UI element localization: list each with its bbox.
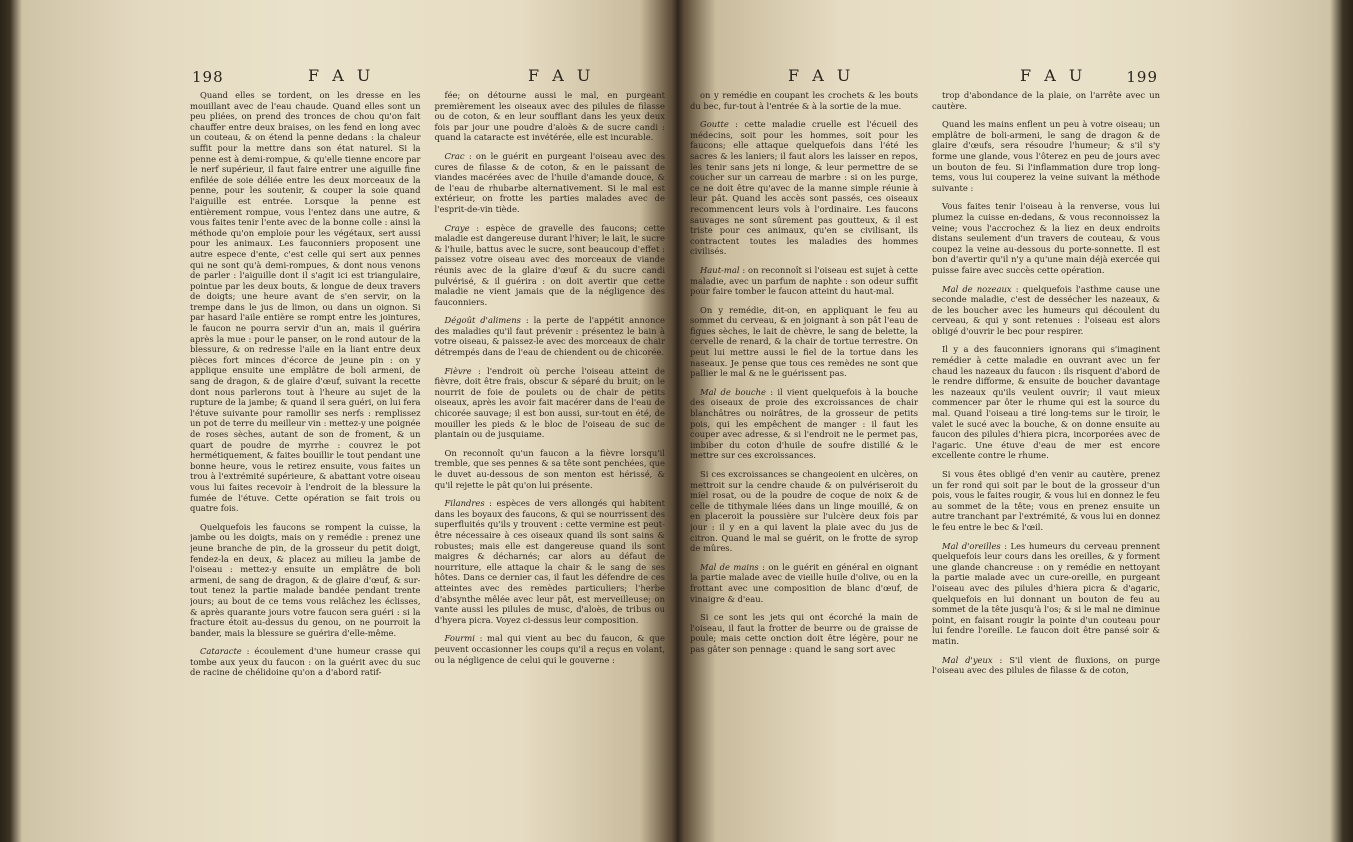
page-number: 199 xyxy=(1126,68,1158,86)
column xyxy=(690,90,918,679)
paragraph-text: : espèce de gravelle des faucons; cette maladie est dangereuse durant l'hiver; le lait, le sucre & l'huile, battus avec le sucre, sont beaucoup d'effet : paissez votre oiseau avec des morceaux de viande réunis avec de la glaire d'œuf & du sucre candi pulvérisé, & il guérira : on doit avertir que cette maladie ne vient jamais que de la négligence des fauconniers. xyxy=(434,222,665,307)
paragraph xyxy=(932,469,1160,533)
paragraph-text: On y remédie, dit-on, en appliquant le feu au sommet du cerveau, & en joignant à son pât l'eau de figues sèches, le lait de chèvre, le sang de belette, la cervelle de renard, & la chair de tortue terrestre. On peut lui mettre aussi le fiel de la tortue dans les naseaux. Je pense que tous ces remèdes ne sont que pallier le mal & ne le guérissent pas. xyxy=(690,304,918,379)
paragraph xyxy=(435,90,666,143)
paragraph-text: : Les humeurs du cerveau prennent quelquefois leur cours dans les oreilles, & y forment une glande chancreuse : on y remédie en nettoyant la partie malade avec un cure-oreille, en purgeant l'oiseau avec des pilules d'hiera picra & d'agaric, quelquefois en lui donnant un bouton de feu au sommet de la tête jusqu'à l'os; & si le mal ne diminue point, en faisant rougir la pointe d'un couteau pour lui fendre l'oreille. Le faucon doit être pansé soir & matin. xyxy=(932,540,1160,646)
paragraph-text: Si vous êtes obligé d'en venir au cautère, prenez un fer rond qui soit par le bout de la grosseur d'un pois, vous le faites rougir, & vous lui en donnez le feu au sommet de la tête; vous en prenez ensuite un autre tranchant par l'extrémité, & vous lui en donnez le feu entre le bec & l'œil. xyxy=(932,469,1160,532)
paragraph-text: : on reconnoît si l'oiseau est sujet à cette maladie, avec un parfum de naphte : son odeur suffit pour faire tomber le faucon atteint du haut-mal. xyxy=(690,264,918,297)
paragraph xyxy=(435,223,666,308)
paragraph-text: Quand elles se tordent, on les dresse en les mouillant avec de l'eau chaude. Quand elles sont un peu pliées, on prend des tronces de chou qu'on fait chauffer entre deux braises, on les fend en long avec un couteau, & on étend la penne dedans : la chaleur suffit pour la mettre dans son état naturel. Si la penne est à demi-rompue, & qu'elle tienne encore par le nerf supérieur, il faut faire entrer une aiguille fine enfilée de soie déliée entre les deux morceaux de la penne, pour les soutenir, & couper la soie quand l'aiguille est entrée. Lorsque la penne est entièrement rompue, vous l'entez dans une autre, & vous faites tenir l'ente avec de la bonne colle : ainsi la méthode qu'on emploie pour les végétaux, sert aussi pour les animaux. Les fauconniers proposent une autre espece d'ente, c'est celle qui sert aux pennes qui ne sont qu'à demi-rompues, & dont nous venons de parler : l'aiguille dont il s'agit ici est triangulaire, pointue par les deux bouts, & longue de deux travers de doigts; une heure avant de s'en servir, on la trempe dans le jus de limon, ou dans un oignon. Si par hasard l'aile entière se rompt entre les jointures, le faucon ne pourra servir d'un an, mais il guérira après la mue : pour le panser, on le rond autour de la blessure, & on redresse l'aile en la liant entre deux pièces fort minces d'écorce de jeune pin : on y applique ensuite une emplâtre de boli armeni, de sang de dragon, & de glaire d'œuf, suivant la recette dont nous parlerons tout à l'heure au sujet de la rupture de la jambe; & quand il sera guéri, on lui fera l'étuve suivante pour ramollir ses nerfs : remplissez un pot de terre du meilleur vin : mettez-y une poignée de roses sèches, autant de son de froment, & un quart de poudre de myrrhe : couvrez le pot hermétiquement, & faites bouillir le tout pendant une bonne heure, vous le retirez ensuite, vous faites un trou à l'extrémité supérieure, & abattant votre oiseau vous lui faites recevoir à l'endroit de la blessure la fumée de l'étuve. Cette opération se fait trois ou quatre fois. xyxy=(190,90,421,514)
paragraph xyxy=(190,522,421,639)
entry-term: Dégoût d'alimens xyxy=(444,315,521,326)
paragraph xyxy=(690,90,918,111)
entry-term: Craye xyxy=(444,222,470,233)
paragraph xyxy=(690,387,918,461)
column xyxy=(190,90,421,681)
paragraph xyxy=(932,655,1160,676)
paragraph-text: : S'il vient de fluxions, on purge l'oiseau avec des pilules de filasse & de coton, xyxy=(932,654,1160,676)
paragraph-text: : il vient quelquefois à la bouche des oiseaux de proie des excroissances de chair blanchâtres ou noirâtres, de la grosseur de petits pois, qui les empêchent de manger : il faut les couper avec adresse, & si l'endroit ne le permet pas, imbiber du coton d'huile de soufre distillé & le mettre sur ces excroissances. xyxy=(690,386,918,461)
page-number: 198 xyxy=(192,68,224,86)
entry-term: Filandres xyxy=(444,498,485,509)
paragraph-text: Quelquefois les faucons se rompent la cuisse, la jambe ou les doigts, mais on y remédie : prenez une jeune branche de pin, de la grosseur du petit doigt, fendez-la en deux, & placez au milieu la jambe de l'oiseau : mettez-y ensuite un emplâtre de boli armeni, de sang de dragon, & de glaire d'œuf, & sur-tout tenez la partie malade bandée pendant trente jours; au bout de ce tems vous relâchez les éclisses, & après quarante jours votre faucon sera guéri : si la fracture étoit au-dessus du genou, on ne pourroit la bander, mais la blessure se guérira d'elle-même. xyxy=(190,521,421,638)
paragraph xyxy=(690,265,918,297)
paragraph-text: : on le guérit en purgeant l'oiseau avec des cures de filasse & de coton, & en le paissant de viandes macérées avec de l'huile d'amande douce, & de l'eau de rhubarbe alternativement. Si le mal est extérieur, on frotte les parties malades avec de l'esprit-de-vin tiède. xyxy=(434,150,665,214)
paragraph-text: trop d'abondance de la plaie, on l'arrête avec un cautère. xyxy=(932,90,1160,111)
column xyxy=(932,90,1160,679)
running-head: F A U xyxy=(308,66,375,85)
entry-term: Fièvre xyxy=(444,365,472,376)
paragraph-text: Si ce sont les jets qui ont écorché la main de l'oiseau, il faut la frotter de beurre ou de graisse de poule; mais cette onction doit être légère, pour ne pas gâter son pennage : quand le sang sort avec xyxy=(690,612,918,654)
paragraph xyxy=(435,366,666,440)
paragraph-text: on y remédie en coupant les crochets & les bouts du bec, fur-tout à l'entrée & à la sortie de la mue. xyxy=(690,90,918,111)
paragraph xyxy=(932,90,1160,111)
left-page-header xyxy=(190,60,665,90)
entry-term: Mal d'oreilles xyxy=(942,540,1001,551)
paragraph xyxy=(435,498,666,625)
entry-term: Goutte xyxy=(700,119,729,130)
paragraph xyxy=(932,201,1160,275)
paragraph-text: : on le guérit en général en oignant la partie malade avec de vieille huile d'olive, ou en la frottant avec une composition de blanc d'œuf, de vinaigre & d'eau. xyxy=(690,561,918,604)
paragraph-text: On reconnoît qu'un faucon a la fièvre lorsqu'il tremble, que ses pennes & sa tête sont penchées, que le duvet au-dessous de son menton est hérissé, & qu'il rejette le pât qu'on lui présente. xyxy=(434,447,665,490)
paragraph xyxy=(932,119,1160,193)
paragraph xyxy=(435,448,666,490)
entry-term: Haut-mal xyxy=(700,264,740,275)
entry-term: Mal d'yeux xyxy=(942,654,993,665)
entry-term: Cataracte xyxy=(200,646,242,657)
paragraph-text: : quelquefois l'asthme cause une seconde maladie, c'est de dessécher les nazeaux, & de les boucher avec les humeurs qui découlent du cerveau, & qui y sont retenues : l'oiseau est alors obligé d'ouvrir le bec pour respirer. xyxy=(932,283,1160,336)
paragraph xyxy=(690,469,918,554)
right-page xyxy=(690,60,1160,830)
entry-term: Mal de bouche xyxy=(700,386,766,397)
entry-term: Mal de mains xyxy=(700,561,759,572)
entry-term: Fourmi xyxy=(444,633,475,644)
paragraph-text: : cette maladie cruelle est l'écueil des médecins, soit pour les hommes, soit pour les faucons; elle attaque quelquefois dans l'été les sacres & les laniers; il faut alors les laisser en repos, les tenir sans jets ni longe, & leur permettre de se coucher sur un carreau de marbre : si on les purge, ce ne doit être qu'avec de la manne simple réunie à leur pât. Quand les accès sont passés, ces oiseaux recommencent leurs vols à l'ordinaire. Les faucons sauvages ne sont sûrement pas goutteux, & il est triste pour ces animaux, qu'en se civilisant, ils contractent toutes les maladies des hommes civilisés. xyxy=(690,119,918,257)
paragraph xyxy=(690,119,918,257)
paragraph xyxy=(932,344,1160,461)
paragraph xyxy=(690,612,918,654)
paragraph-text: Si ces excroissances se changeoient en ulcères, on mettroit sur la cendre chaude & on pulvériseroit du miel rosat, ou de la poudre de coque de noix & de celle de tithymale liées dans un linge mouillé, & on en placeroit la poussière sur l'ulcère deux fois par jour : il y en a qui lavent la plaie avec du jus de citron. Quand le mal se guérit, on le frotte de syrop de mûres. xyxy=(690,469,918,554)
paragraph xyxy=(190,646,421,678)
paragraph-text: Il y a des fauconniers ignorans qui s'imaginent remédier à cette maladie en ouvrant avec un fer chaud les nazeaux du faucon : ils risquent d'abord de le rendre difforme, & ensuite de boucher davantage les nazeaux qu'ils veulent ouvrir; il vaut mieux commencer par ôter le rhume qui est la source du mal. Quand l'oiseau a tiré long-tems sur le tiroir, le valet le sucé avec la bouche, & on donne ensuite au faucon des pilules d'hiera picra, incorporées avec de l'agaric. Une étuve d'eau de mer est encore excellente contre le rhume. xyxy=(932,344,1160,461)
paragraph-text: : la perte de l'appétit annonce des maladies qu'il faut prévenir : présentez le bain à votre oiseau, & paissez-le avec des morceaux de chair détrempés dans de l'eau de chiendent ou de chicorée. xyxy=(434,315,665,358)
paragraph-text: : l'endroit où perche l'oiseau atteint de fièvre, doit être frais, obscur & séparé du bruit; on le nourrit de foie de poulets ou de chair de petits oiseaux, après les avoir fait macérer dans de l'eau de chicorée sauvage; il est bon aussi, sur-tout en été, de mouiller les pieds & le bloc de l'oiseau de suc de plantain ou de jusquiame. xyxy=(434,365,665,440)
paragraph xyxy=(932,284,1160,337)
paragraph xyxy=(435,151,666,215)
paragraph-text: Vous faites tenir l'oiseau à la renverse, vous lui plumez la cuisse en-dedans, & vous reconnoissez la veine; vous l'accrochez & la liez en deux endroits distans seulement d'un travers de couteau, & vous coupez la veine au-dessous du porte-sonnette. Il est bon d'avertir qu'il n'y a qu'une main déjà exercée qui puisse faire avec succès cette opération. xyxy=(932,201,1160,275)
paragraph-text: Quand les mains enflent un peu à votre oiseau; un emplâtre de boli-armeni, le sang de dragon & de glaire d'œufs, sera résoudre l'humeur; & s'il s'y forme une glande, vous l'ôterez en peu de jours avec un bouton de feu. Si l'inflammation dure trop long-tems, vous lui couperez la veine suivant la méthode suivante : xyxy=(932,119,1160,193)
paragraph xyxy=(690,305,918,379)
paragraph xyxy=(190,90,421,514)
right-columns xyxy=(690,90,1160,679)
entry-term: Mal de nozeaux xyxy=(942,283,1012,294)
entry-term: Crac xyxy=(444,150,465,161)
column xyxy=(435,90,666,681)
running-head: F A U xyxy=(788,66,855,85)
paragraph-text: : mal qui vient au bec du faucon, & que peuvent occasionner les coups qu'il a reçus en volant, ou la négligence de celui qui le gouverne : xyxy=(434,633,665,665)
right-page-header xyxy=(690,60,1160,90)
paragraph-text: : écoulement d'une humeur crasse qui tombe aux yeux du faucon : on la guérit avec du suc de racine de chélidoine qu'on a d'abord ratif- xyxy=(190,646,421,678)
left-page xyxy=(190,60,665,830)
paragraph-text: : espèces de vers allongés qui habitent dans les boyaux des faucons, & qui se nourrissent des superfluités qu'ils y trouvent : cette vermine est peut-être nécessaire à ces oiseaux quand ils sont sains & robustes; mais elle est dangereuse quand ils sont maigres & décharnés; car alors au défaut de nourriture, elle attaque la chair & le sang de ses hôtes. Dans ce dernier cas, il faut les défendre de ces atteintes avec des remèdes particuliers; l'herbe d'absynthe mêlée avec leur pât, est merveilleuse; on vante aussi les pilules de musc, d'aloès, de tribus ou d'hyera picra. Voyez ci-dessus leur composition. xyxy=(434,498,665,625)
left-columns xyxy=(190,90,665,681)
paragraph xyxy=(435,315,666,357)
paragraph xyxy=(932,541,1160,647)
running-head: F A U xyxy=(528,66,595,85)
paragraph xyxy=(690,562,918,604)
running-head: F A U xyxy=(1020,66,1087,85)
paragraph xyxy=(435,633,666,665)
paragraph-text: fée; on détourne aussi le mal, en purgeant premièrement les oiseaux avec des pilules de filasse ou de coton, & en leur soufflant dans les yeux deux fois par jour une poudre d'aloès & de sucre candi : quand la cataracte est invétérée, elle est incurable. xyxy=(434,90,665,143)
